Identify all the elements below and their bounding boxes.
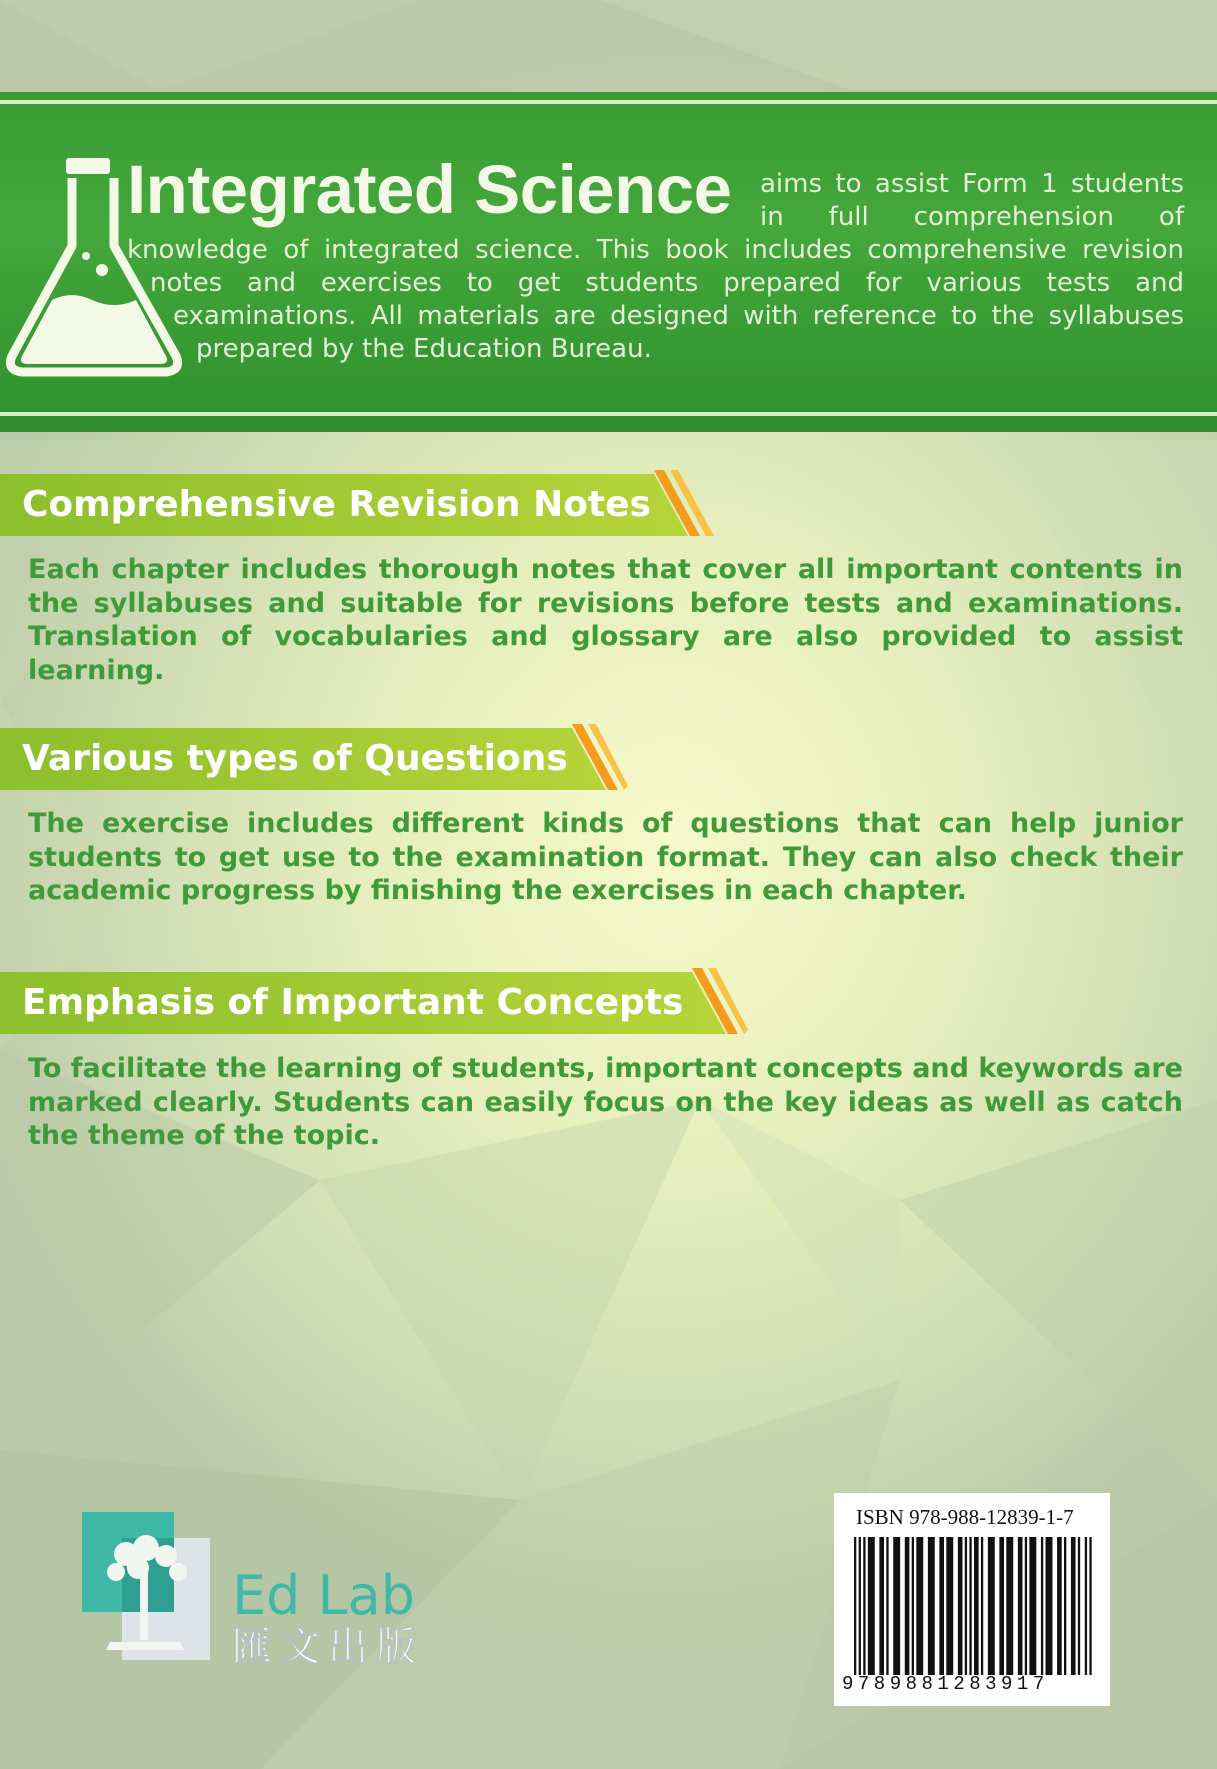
barcode-bar (859, 1537, 861, 1675)
book-title: Integrated Science (127, 151, 732, 228)
section-heading-3: Emphasis of Important Concepts (22, 982, 684, 1023)
banner-bottom-line (0, 412, 1217, 416)
barcode-bar (912, 1537, 914, 1675)
section-heading-2: Various types of Questions (22, 738, 568, 779)
barcode-bar (863, 1537, 865, 1675)
intro-line-1: aims to assist Form 1 students (760, 169, 1184, 199)
intro-line-2: in full comprehension of (760, 202, 1184, 232)
isbn-label: ISBN 978-988-12839-1-7 (856, 1505, 1074, 1529)
intro-text-body (0, 234, 1217, 374)
publisher-name-chinese: 匯文出版 (232, 1624, 424, 1670)
barcode-bar (1041, 1537, 1043, 1675)
barcode-bar (969, 1537, 971, 1675)
barcode-bar (974, 1537, 979, 1675)
intro-line-5: examinations. All materials are designed with reference to the syllabuses (173, 301, 1184, 331)
barcode-bar (1089, 1537, 1091, 1675)
publisher-logo (80, 1510, 460, 1670)
section-heading-ribbon-2 (0, 724, 630, 794)
barcode-bar (939, 1537, 944, 1675)
barcode-bar (1006, 1537, 1013, 1675)
section-body-2: The exercise includes different kinds of questions that can help junior students to get use to the examination format. They can also check their academic progress by finishing the exercises in each chapter. (28, 808, 1183, 906)
barcode-bar (928, 1537, 935, 1675)
section-body-1: Each chapter includes thorough notes that cover all important contents in the syllabuses and suitable for revisions before tests and examinations. Translation of vocabularies and glossary are also provided to assist learning. (28, 554, 1183, 686)
intro-line-6: prepared by the Education Bureau. (196, 334, 652, 364)
barcode-bar (1057, 1537, 1062, 1675)
barcode-bar (988, 1537, 995, 1675)
barcode-bar (916, 1537, 923, 1675)
barcode-digits: 9789881283917 (842, 1673, 1049, 1695)
isbn-barcode-box (834, 1493, 1110, 1706)
section-heading-ribbon-3 (0, 968, 750, 1038)
barcode-bar (1046, 1537, 1053, 1675)
barcode-bar (879, 1537, 884, 1675)
barcode-bar (868, 1537, 875, 1675)
barcode-bar (999, 1537, 1004, 1675)
barcode-bar (1029, 1537, 1036, 1675)
intro-text-top (760, 168, 1184, 234)
section-body-3: To facilitate the learning of students, important concepts and keywords are marked clearly. Students can easily focus on the key ideas as well as catch the theme of the topic. (28, 1053, 1183, 1151)
section-heading-1: Comprehensive Revision Notes (22, 484, 651, 525)
barcode-bar (946, 1537, 953, 1675)
barcode-bar (905, 1537, 910, 1675)
section-heading-ribbon-1 (0, 470, 720, 540)
barcode-bar (1071, 1537, 1076, 1675)
barcode-bar (854, 1537, 856, 1675)
barcode-bar (981, 1537, 983, 1675)
banner-top-line (0, 100, 1217, 104)
barcode-bar (965, 1537, 967, 1675)
intro-line-4: notes and exercises to get students prepared for various tests and (150, 268, 1184, 298)
publisher-name: Ed Lab (232, 1564, 416, 1627)
barcode (854, 1537, 1094, 1675)
barcode-bar (886, 1537, 888, 1675)
barcode-bar (958, 1537, 963, 1675)
intro-line-3: knowledge of integrated science. This book includes comprehensive revision (127, 235, 1184, 265)
barcode-bar (1064, 1537, 1066, 1675)
barcode-bar (893, 1537, 900, 1675)
barcode-bar (1078, 1537, 1080, 1675)
barcode-bar (1025, 1537, 1027, 1675)
barcode-bar (1085, 1537, 1087, 1675)
barcode-bar (1018, 1537, 1023, 1675)
